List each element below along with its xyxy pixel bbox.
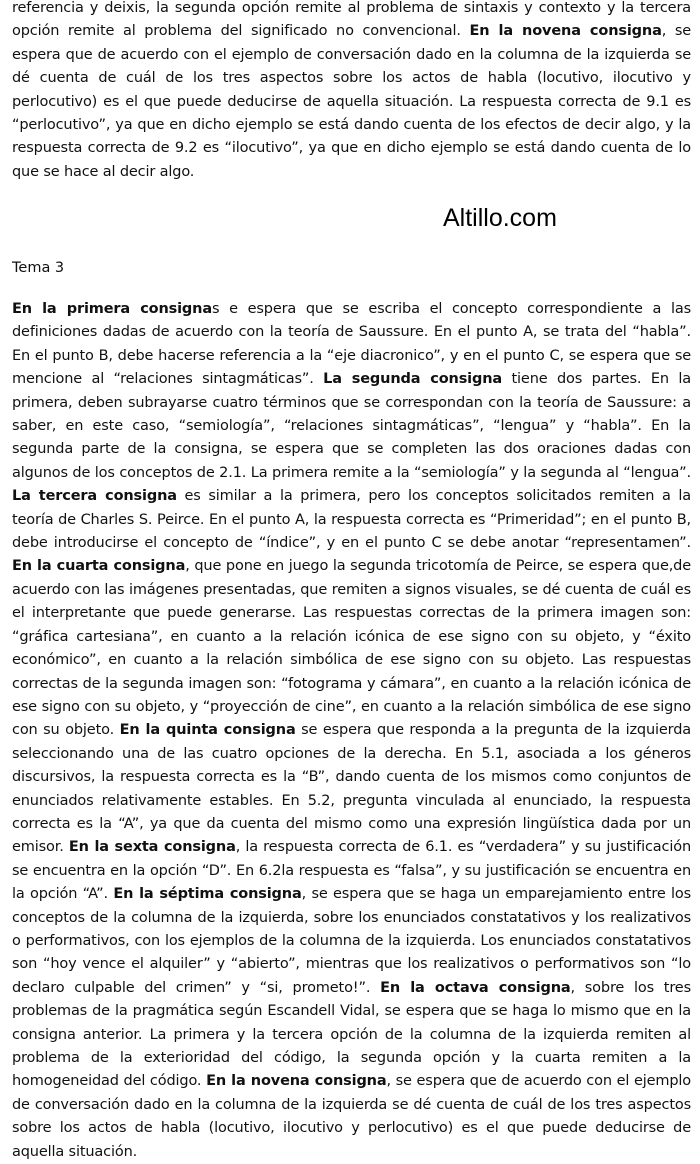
body-text: , que pone en juego la segunda tricotomía de Peirce, se espera que,de acuerdo con las imágenes presentadas, que remiten a signos visuales, se dé cuenta de cuál es el interpretante que puede generarse. Las respuestas correctas de la primera imagen son: “gráfica cartesiana”, en cuanto a la relación icónica de ese signo con su objeto, y “éxito económico”, en cuanto a la relación simbólica de ese signo con su objeto. Las respuestas correctas de la segunda imagen son: “fotograma y cámara”, en cuanto a la relación icónica de ese signo con su objeto, y “proyección de cine”, en cuanto a la relación simbólica de ese signo con su objeto.: [12, 558, 691, 739]
consigna-label: La tercera consigna: [12, 488, 177, 505]
body-text: referencia y deixis, la segunda opción remite al problema de sintaxis y contexto y la tercera opción remite al problema del significado no convencional.: [12, 0, 691, 40]
consigna-label: En la séptima consigna: [113, 886, 302, 903]
consigna-label: En la octava consigna: [380, 979, 571, 996]
paragraph-consigna-novena-continuation: [12, 0, 691, 184]
body-text: s e espera que se escriba el concepto correspondiente a las definiciones dadas de acuerdo con la teoría de Saussure. En el punto A, se trata del “habla”. En el punto B, debe hacerse referencia a la “eje diacronico”, y en el punto C, se espera que se mencione al “relaciones sintagmáticas”.: [12, 301, 691, 388]
body-text: es similar a la primera, pero los conceptos solicitados remiten a la teoría de Charles S. Peirce. En el punto A, la respuesta correcta es “Primeridad”; en el punto B, debe introducirse el concepto de “índice”, y en el punto C se debe anotar “representamen”.: [12, 488, 691, 552]
body-text: , la respuesta correcta de 6.1. es “verdadera” y su justificación se encuentra en la opción “D”. En 6.2la respuesta es “falsa”, y su justificación se encuentra en la opción “A”.: [12, 839, 691, 903]
body-text: , se espera que de acuerdo con el ejemplo de conversación dado en la columna de la izquierda se dé cuenta de cuál de los tres aspectos sobre los actos de habla (locutivo, ilocutivo y perlocutivo) es el que puede deducirse de aquella situación.: [12, 1073, 692, 1160]
consigna-label: En la novena consigna: [469, 23, 662, 40]
consigna-label: La segunda consigna: [323, 371, 503, 388]
consigna-label: En la cuarta consigna: [12, 558, 186, 575]
watermark-altillo[interactable]: Altillo.com: [443, 204, 557, 232]
body-text: tiene dos partes. En la primera, deben subrayarse cuatro términos que se correspondan con la teoría de Saussure: a saber, en este caso, “semiología”, “relaciones sintagmáticas”, “lengua” y “habla”. En la segunda parte de la consigna, se espera que se completen las dos oraciones dadas con algunos de los conceptos de 2.1. La primera remite a la “semiología” y la segunda al “lengua”.: [12, 371, 691, 481]
body-text: se espera que responda a la pregunta de la izquierda seleccionando una de las cuatro opciones de la derecha. En 5.1, asociada a los géneros discursivos, la respuesta correcta es la “B”, dando cuenta de los mismos como conjuntos de enunciados relativamente estables. En 5.2, pregunta vinculada al enunciado, la respuesta correcta es la “A”, ya que da cuenta del mismo como una expresión lingüística dada por un emisor.: [12, 722, 691, 856]
section-heading-tema-3: Tema 3: [12, 260, 65, 276]
paragraph-tema-3-consignas: [12, 298, 691, 1164]
consigna-label: En la sexta consigna: [68, 839, 236, 856]
body-text: , sobre los tres problemas de la pragmática según Escandell Vidal, se espera que se haga lo mismo que en la consigna anterior. La primera y la tercera opción de la columna de la izquierda remiten al problema de la exterioridad del código, la segunda opción y la cuarta remiten a la homogeneidad del código.: [12, 979, 691, 1090]
consigna-label: En la primera consigna: [12, 301, 212, 317]
consigna-label: En la novena consigna: [206, 1073, 387, 1090]
body-text: , se espera que de acuerdo con el ejemplo de conversación dado en la columna de la izquierda se dé cuenta de cuál de los tres aspectos sobre los actos de habla (locutivo, ilocutivo y perlocutivo) es el que puede deducirse de aquella situación. La respuesta correcta de 9.1 es “perlocutivo”, ya que en dicho ejemplo se está dando cuenta de los efectos de decir algo, y la respuesta correcta de 9.2 es “ilocutivo”, ya que en dicho ejemplo se está dando cuenta de lo que se hace al decir algo.: [12, 23, 692, 180]
consigna-label: En la quinta consigna: [119, 722, 296, 739]
body-text: , se espera que se haga un emparejamiento entre los conceptos de la columna de la izquierda, sobre los enunciados constatativos y los realizativos o performativos, con los ejemplos de la columna de la izquierda. Los enunciados constatativos son “hoy vence el alquiler” y “abierto”, mientras que los realizativos o performativos son “lo declaro culpable del crimen” y “si, prometo!”.: [12, 886, 691, 996]
